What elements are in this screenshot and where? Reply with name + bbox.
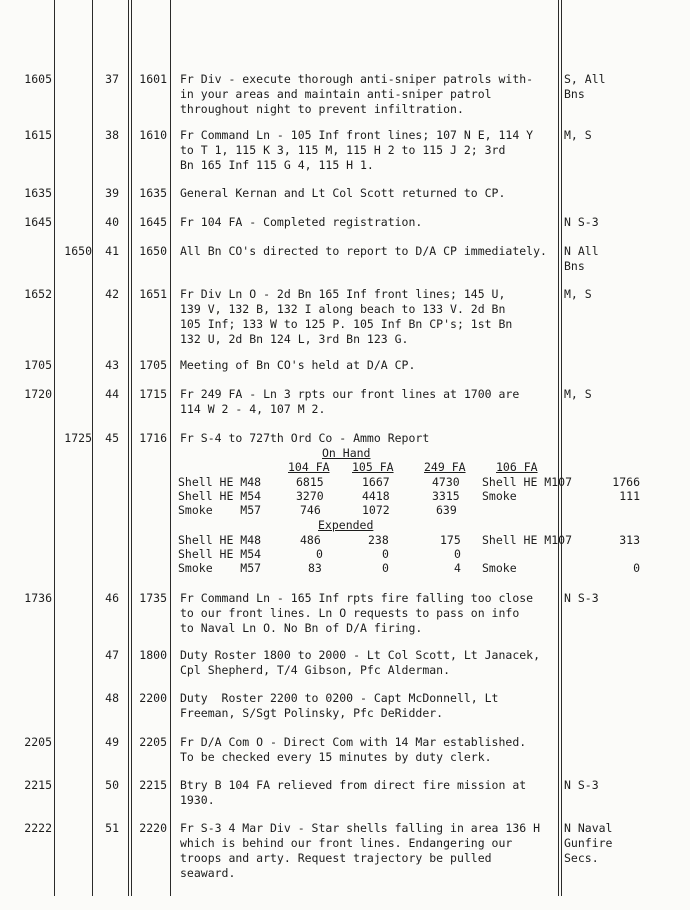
time-received: 1736 (24, 591, 52, 605)
serial-number: 51 (105, 821, 119, 835)
serial-number: 46 (105, 591, 119, 605)
qty-249fa: 4730 (432, 475, 460, 489)
ammo-type: Shell HE M54 (178, 547, 262, 561)
distribution: N S-3 (564, 591, 599, 605)
qty-105fa: 0 (382, 547, 389, 561)
col-header-249fa: 249 FA (424, 460, 466, 474)
ammo-type: Shell HE M54 (178, 489, 262, 503)
message-text: Fr 249 FA - Ln 3 rpts our front lines at 1700 are 114 W 2 - 4, 107 M 2. (180, 387, 520, 416)
ammo-type-106fa: Shell HE M107 (482, 533, 573, 547)
column-rule-3 (128, 0, 129, 896)
qty-106fa: 1766 (612, 475, 640, 489)
qty-249fa: 175 (440, 533, 461, 547)
time-logged: 1705 (139, 358, 167, 372)
column-rule-1 (54, 0, 55, 896)
expended-heading: Expended (318, 518, 374, 532)
message-text: Btry B 104 FA relieved from direct fire mission at 1930. (180, 778, 527, 807)
serial-number: 39 (105, 186, 119, 200)
time-logged: 1735 (139, 591, 167, 605)
ammo-type-106fa: Shell HE M107 (482, 475, 573, 489)
time-received: 1635 (24, 186, 52, 200)
message-text: Fr 104 FA - Completed registration. (180, 215, 423, 229)
ammo-type-106fa: Smoke (482, 489, 517, 503)
qty-104fa: 746 (300, 503, 321, 517)
serial-number: 50 (105, 778, 119, 792)
on-hand-heading: On Hand (322, 446, 371, 460)
col-header-105fa: 105 FA (352, 460, 394, 474)
col-header-104fa: 104 FA (288, 460, 330, 474)
distribution: N All Bns (564, 244, 599, 273)
serial-number: 47 (105, 648, 119, 662)
qty-249fa: 639 (436, 503, 457, 517)
time-sent: 1650 (64, 244, 92, 258)
serial-number: 42 (105, 287, 119, 301)
time-received: 1720 (24, 387, 52, 401)
ammo-type: Shell HE M48 (178, 533, 262, 547)
qty-249fa: 0 (454, 547, 461, 561)
qty-106fa: 313 (619, 533, 640, 547)
serial-number: 49 (105, 735, 119, 749)
time-logged: 1601 (139, 72, 167, 86)
time-logged: 1650 (139, 244, 167, 258)
qty-105fa: 1667 (362, 475, 390, 489)
qty-105fa: 238 (368, 533, 389, 547)
time-received: 1605 (24, 72, 52, 86)
time-received: 2215 (24, 778, 52, 792)
message-text: Fr S-4 to 727th Ord Co - Ammo Report (180, 431, 430, 445)
time-logged: 2215 (139, 778, 167, 792)
time-received: 1645 (24, 215, 52, 229)
qty-106fa: 0 (633, 561, 640, 575)
time-logged: 1635 (139, 186, 167, 200)
distribution: M, S (564, 387, 592, 401)
distribution: M, S (564, 128, 592, 142)
time-received: 1652 (24, 287, 52, 301)
message-text: Duty Roster 2200 to 0200 - Capt McDonnell, Lt Freeman, S/Sgt Polinsky, Pfc DeRidder. (180, 691, 499, 720)
column-rule-2 (92, 0, 93, 896)
distribution: N S-3 (564, 778, 599, 792)
message-text: Meeting of Bn CO's held at D/A CP. (180, 358, 416, 372)
time-received: 1615 (24, 128, 52, 142)
qty-249fa: 4 (454, 561, 461, 575)
qty-105fa: 4418 (362, 489, 390, 503)
message-text: Duty Roster 1800 to 2000 - Lt Col Scott, Lt Janacek, Cpl Shepherd, T/4 Gibson, Pfc Alderman. (180, 648, 541, 677)
ammo-type-106fa: Smoke (482, 561, 517, 575)
distribution: N Naval Gunfire Secs. (564, 821, 613, 865)
ammo-type: Shell HE M48 (178, 475, 262, 489)
qty-106fa: 111 (619, 489, 640, 503)
time-logged: 1716 (139, 431, 167, 445)
ammo-type: Smoke M57 (178, 503, 262, 517)
time-received: 2205 (24, 735, 52, 749)
distribution: M, S (564, 287, 592, 301)
qty-105fa: 1072 (362, 503, 390, 517)
serial-number: 38 (105, 128, 119, 142)
message-text: General Kernan and Lt Col Scott returned to CP. (180, 186, 506, 200)
serial-number: 37 (105, 72, 119, 86)
time-logged: 2200 (139, 691, 167, 705)
time-logged: 1610 (139, 128, 167, 142)
qty-249fa: 3315 (432, 489, 460, 503)
message-text: Fr Command Ln - 165 Inf rpts fire falling too close to our front lines. Ln O requests to pass on info to Naval Ln O. No Bn of D/A firing. (180, 591, 534, 635)
serial-number: 43 (105, 358, 119, 372)
qty-104fa: 83 (308, 561, 322, 575)
message-text: Fr Command Ln - 105 Inf front lines; 107 N E, 114 Y to T 1, 115 K 3, 115 M, 115 H 2 to 115 J 2; 3rd Bn 165 Inf 115 G 4, 115 H 1. (180, 128, 534, 172)
time-logged: 2205 (139, 735, 167, 749)
time-logged: 1715 (139, 387, 167, 401)
serial-number: 40 (105, 215, 119, 229)
time-logged: 1651 (139, 287, 167, 301)
qty-104fa: 0 (316, 547, 323, 561)
serial-number: 48 (105, 691, 119, 705)
serial-number: 44 (105, 387, 119, 401)
distribution: N S-3 (564, 215, 599, 229)
message-text: All Bn CO's directed to report to D/A CP immediately. (180, 244, 547, 258)
time-logged: 1800 (139, 648, 167, 662)
time-logged: 1645 (139, 215, 167, 229)
serial-number: 45 (105, 431, 119, 445)
time-sent: 1725 (64, 431, 92, 445)
message-text: Fr Div - execute thorough anti-sniper patrols with- in your areas and maintain anti-sniper patrol throughout night to prevent infiltration. (180, 72, 534, 116)
message-text: Fr Div Ln O - 2d Bn 165 Inf front lines; 145 U, 139 V, 132 B, 132 I along beach to 133 V. 2d Bn 105 Inf; 133 W to 125 P. 105 Inf Bn CP's; 1st Bn 132 U, 2d Bn 124 L, 3rd Bn 123 G. (180, 287, 513, 346)
time-received: 2222 (24, 821, 52, 835)
col-header-106fa: 106 FA (496, 460, 538, 474)
ammo-type: Smoke M57 (178, 561, 262, 575)
time-logged: 2220 (139, 821, 167, 835)
distribution: S, All Bns (564, 72, 606, 101)
message-text: Fr D/A Com O - Direct Com with 14 Mar established. To be checked every 15 minutes by duty clerk. (180, 735, 527, 764)
column-rule-4 (170, 0, 171, 896)
message-text: Fr S-3 4 Mar Div - Star shells falling in area 136 H which is behind our front lines. Endangering our troops and arty. Request trajectory be pulled seaward. (180, 821, 541, 880)
qty-105fa: 0 (382, 561, 389, 575)
qty-104fa: 486 (300, 533, 321, 547)
time-received: 1705 (24, 358, 52, 372)
qty-104fa: 6815 (296, 475, 324, 489)
qty-104fa: 3270 (296, 489, 324, 503)
serial-number: 41 (105, 244, 119, 258)
